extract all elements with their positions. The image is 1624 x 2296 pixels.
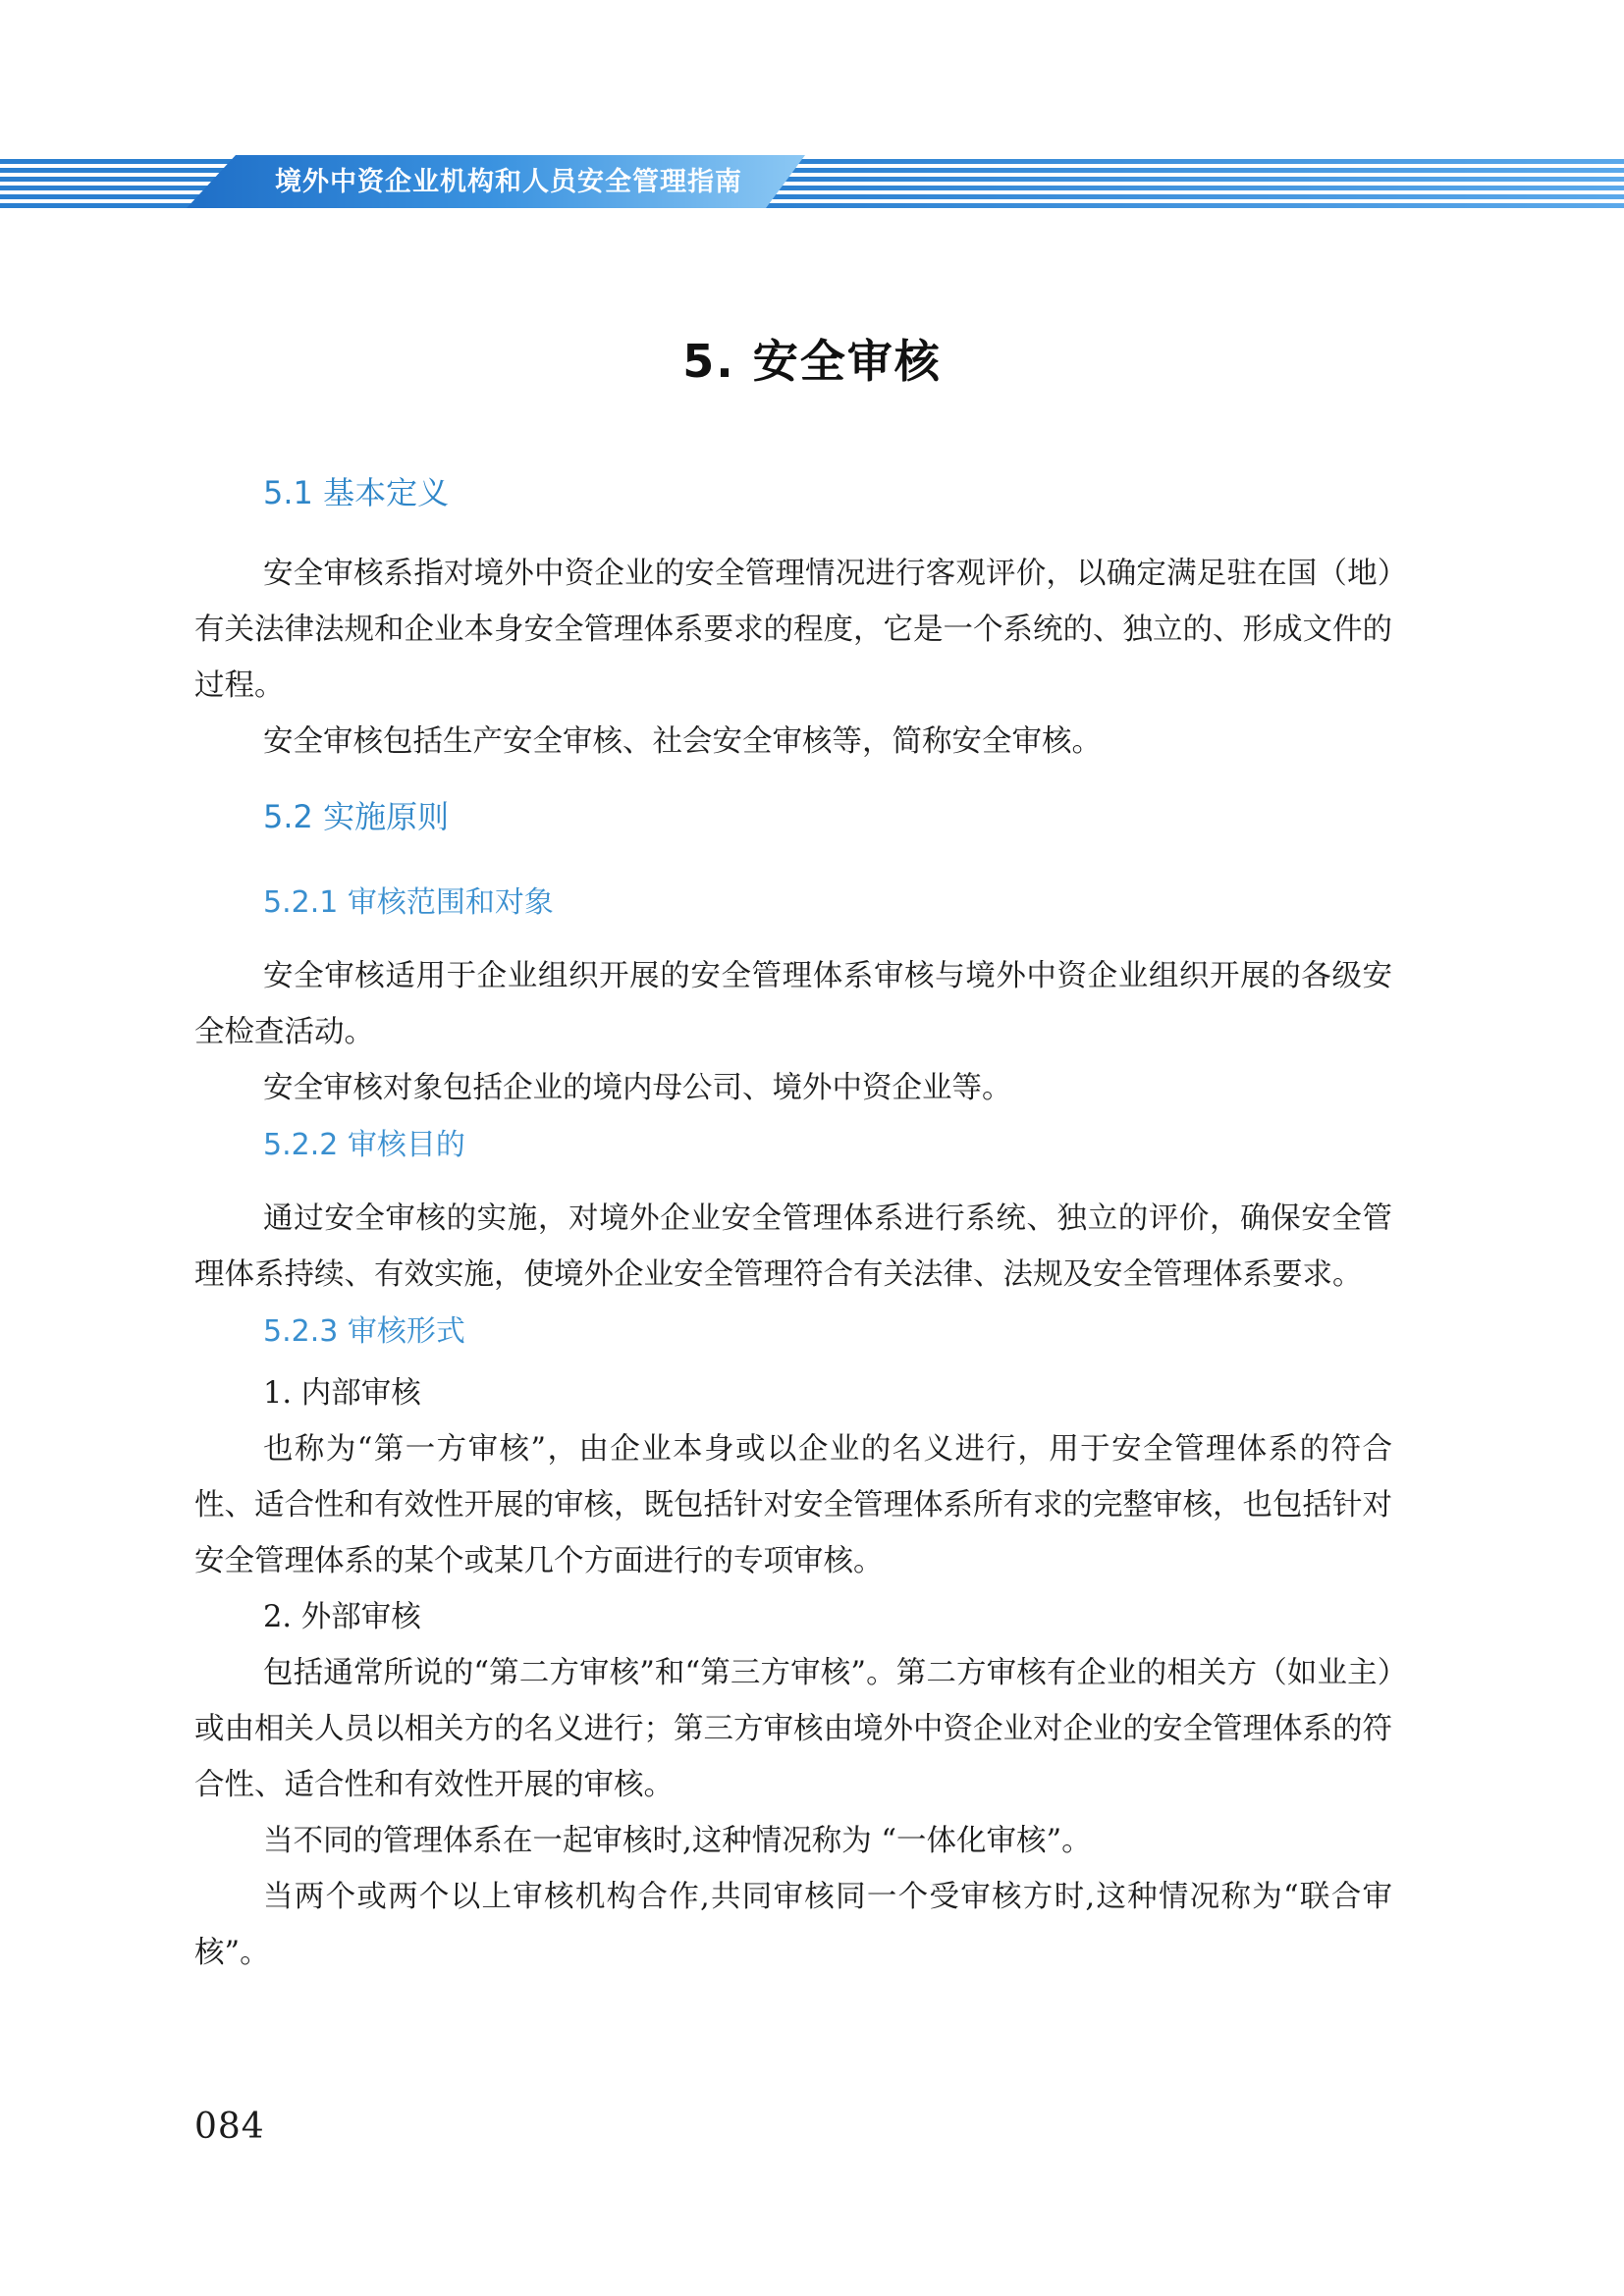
paragraph: 安全审核系指对境外中资企业的安全管理情况进行客观评价，以确定满足驻在国（地）有关法律法规和企业本身安全管理体系要求的程度，它是一个系统的、独立的、形成文件的过程。 [194, 557, 1392, 703]
paragraph: 当两个或两个以上审核机构合作,共同审核同一个受审核方时,这种情况称为“联合审核”。 [194, 1880, 1392, 1970]
paragraph: 安全审核对象包括企业的境内母公司、境外中资企业等。 [263, 1071, 1012, 1105]
page-number: 084 [194, 2107, 265, 2147]
section-heading-5-2-1: 5.2.1 审核范围和对象 [263, 885, 554, 920]
chapter-title: 5. 安全审核 [682, 335, 942, 388]
paragraph: 包括通常所说的“第二方审核”和“第三方审核”。第二方审核有企业的相关方（如业主）或由相关人员以相关方的名义进行；第三方审核由境外中资企业对企业的安全管理体系的符合性、适合性和有效性开展的审核。 [194, 1656, 1392, 1802]
section-heading-5-2: 5.2 实施原则 [263, 798, 450, 835]
paragraph: 当不同的管理体系在一起审核时,这种情况称为 “一体化审核”。 [263, 1824, 1092, 1858]
header-banner-graphic [0, 153, 1624, 210]
paragraph: 通过安全审核的实施，对境外企业安全管理体系进行系统、独立的评价，确保安全管理体系持续、有效实施，使境外企业安全管理符合有关法律、法规及安全管理体系要求。 [194, 1201, 1392, 1292]
list-item-heading: 1. 内部审核 [263, 1376, 421, 1411]
paragraph: 安全审核适用于企业组织开展的安全管理体系审核与境外中资企业组织开展的各级安全检查活动。 [194, 959, 1392, 1049]
header-banner [0, 153, 1624, 210]
page-content [194, 467, 1392, 1981]
list-item-heading: 2. 外部审核 [263, 1600, 421, 1634]
section-heading-5-2-2: 5.2.2 审核目的 [263, 1128, 465, 1162]
section-heading-5-2-3: 5.2.3 审核形式 [263, 1314, 465, 1349]
section-heading-5-1: 5.1 基本定义 [263, 474, 450, 511]
paragraph: 也称为“第一方审核”，由企业本身或以企业的名义进行，用于安全管理体系的符合性、适合性和有效性开展的审核，既包括针对安全管理体系所有求的完整审核，也包括针对安全管理体系的某个或某几个方面进行的专项审核。 [194, 1432, 1392, 1578]
running-header-title: 境外中资企业机构和人员安全管理指南 [275, 167, 742, 197]
paragraph: 安全审核包括生产安全审核、社会安全审核等，简称安全审核。 [263, 724, 1102, 759]
